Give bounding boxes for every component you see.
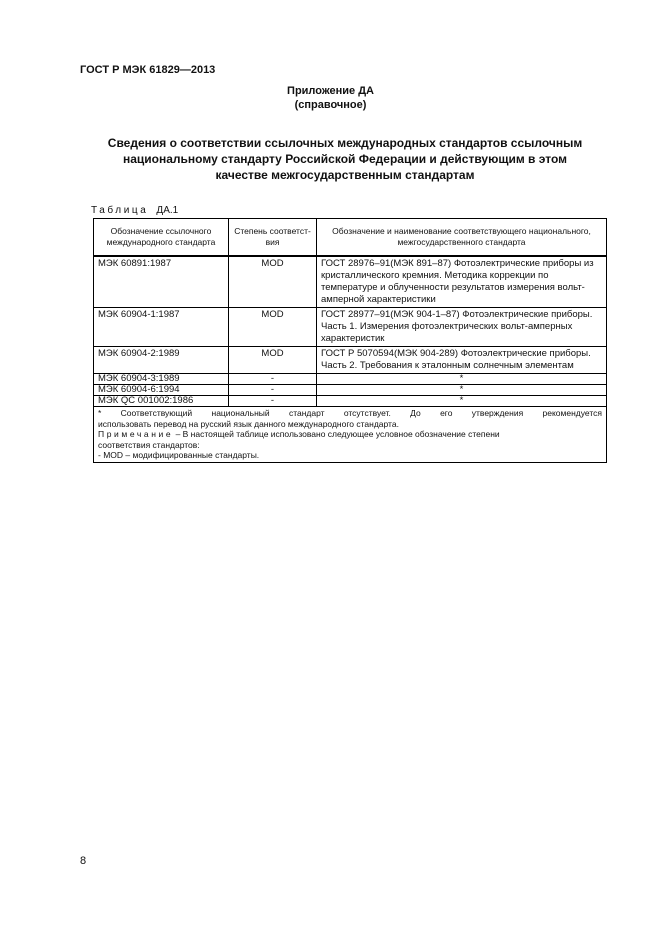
cell-national: ГОСТ 28977–91(МЭК 904-1–87) Фотоэлектрические приборы. Часть 1. Измерения фотоэлектрических вольт-амперных характеристик: [317, 308, 607, 347]
cell-national: ГОСТ 28976–91(МЭК 891–87) Фотоэлектрические приборы из кристаллического кремния. Методика коррекции по температуре и облученности результатов измерения вольт-амперной характеристики: [317, 256, 607, 308]
cell-national: *: [317, 396, 607, 407]
cell-degree: -: [229, 396, 317, 407]
cell-ref: МЭК 60904-1:1987: [94, 308, 229, 347]
correspondence-table: [93, 218, 607, 463]
cell-ref: МЭК 60904-6:1994: [94, 385, 229, 396]
footnote: * Соответствующий национальный стандарт отсутствует. До его утверждения рекомендуется: [98, 408, 602, 418]
cell-degree: -: [229, 385, 317, 396]
cell-degree: -: [229, 374, 317, 385]
cell-ref: МЭК 60904-2:1989: [94, 347, 229, 374]
table-row: [94, 374, 607, 385]
note: [98, 429, 602, 440]
table-caption-number: ДА.1: [156, 205, 179, 216]
header-international-standard: Обозначение ссылочного международного стандарта: [94, 219, 229, 257]
footnote-continuation: использовать перевод на русский язык данного международного стандарта.: [98, 418, 399, 429]
standard-code: ГОСТ Р МЭК 61829—2013: [80, 64, 216, 76]
table-row: [94, 385, 607, 396]
cell-national: ГОСТ Р 5070594(МЭК 904-289) Фотоэлектрические приборы. Часть 2. Требования к эталонным солнечным элементам: [317, 347, 607, 374]
table-row: [94, 347, 607, 374]
header-national-standard: Обозначение и наименование соответствующего национального, межгосударственного стандарта: [317, 219, 607, 257]
legend-mod: - MOD – модифицированные стандарты.: [98, 450, 260, 460]
table-caption: [91, 205, 178, 216]
table-caption-word: Таблица: [91, 205, 149, 216]
title-line: качестве межгосударственным стандартам: [215, 168, 475, 182]
cell-national: *: [317, 374, 607, 385]
note-label: Примечание: [98, 429, 174, 439]
table-notes-row: [94, 407, 607, 463]
appendix-subtitle: (справочное): [294, 99, 367, 111]
page-number: 8: [80, 855, 87, 867]
table-header-row: [94, 219, 607, 257]
cell-ref: МЭК 60904-3:1989: [94, 374, 229, 385]
cell-ref: МЭК QC 001002:1986: [94, 396, 229, 407]
table-row: [94, 308, 607, 347]
appendix-heading: [0, 84, 661, 112]
cell-degree: MOD: [229, 308, 317, 347]
cell-degree: MOD: [229, 256, 317, 308]
cell-national: *: [317, 385, 607, 396]
table-notes: [94, 407, 607, 463]
appendix-title: Приложение ДА: [287, 85, 374, 97]
cell-ref: МЭК 60891:1987: [94, 256, 229, 308]
note-continuation: соответствия стандартов:: [98, 439, 200, 450]
header-degree: Степень соответст-вия: [229, 219, 317, 257]
title-line: национальному стандарту Российской Федерации и действующим в этом: [123, 152, 567, 166]
table-row: [94, 256, 607, 308]
cell-degree: MOD: [229, 347, 317, 374]
title-line: Сведения о соответствии ссылочных международных стандартов ссылочным: [107, 136, 583, 150]
note-text: – В настоящей таблице использовано следующее условное обозначение степени: [173, 429, 500, 439]
table-row: [94, 396, 607, 407]
document-title: [70, 135, 620, 183]
